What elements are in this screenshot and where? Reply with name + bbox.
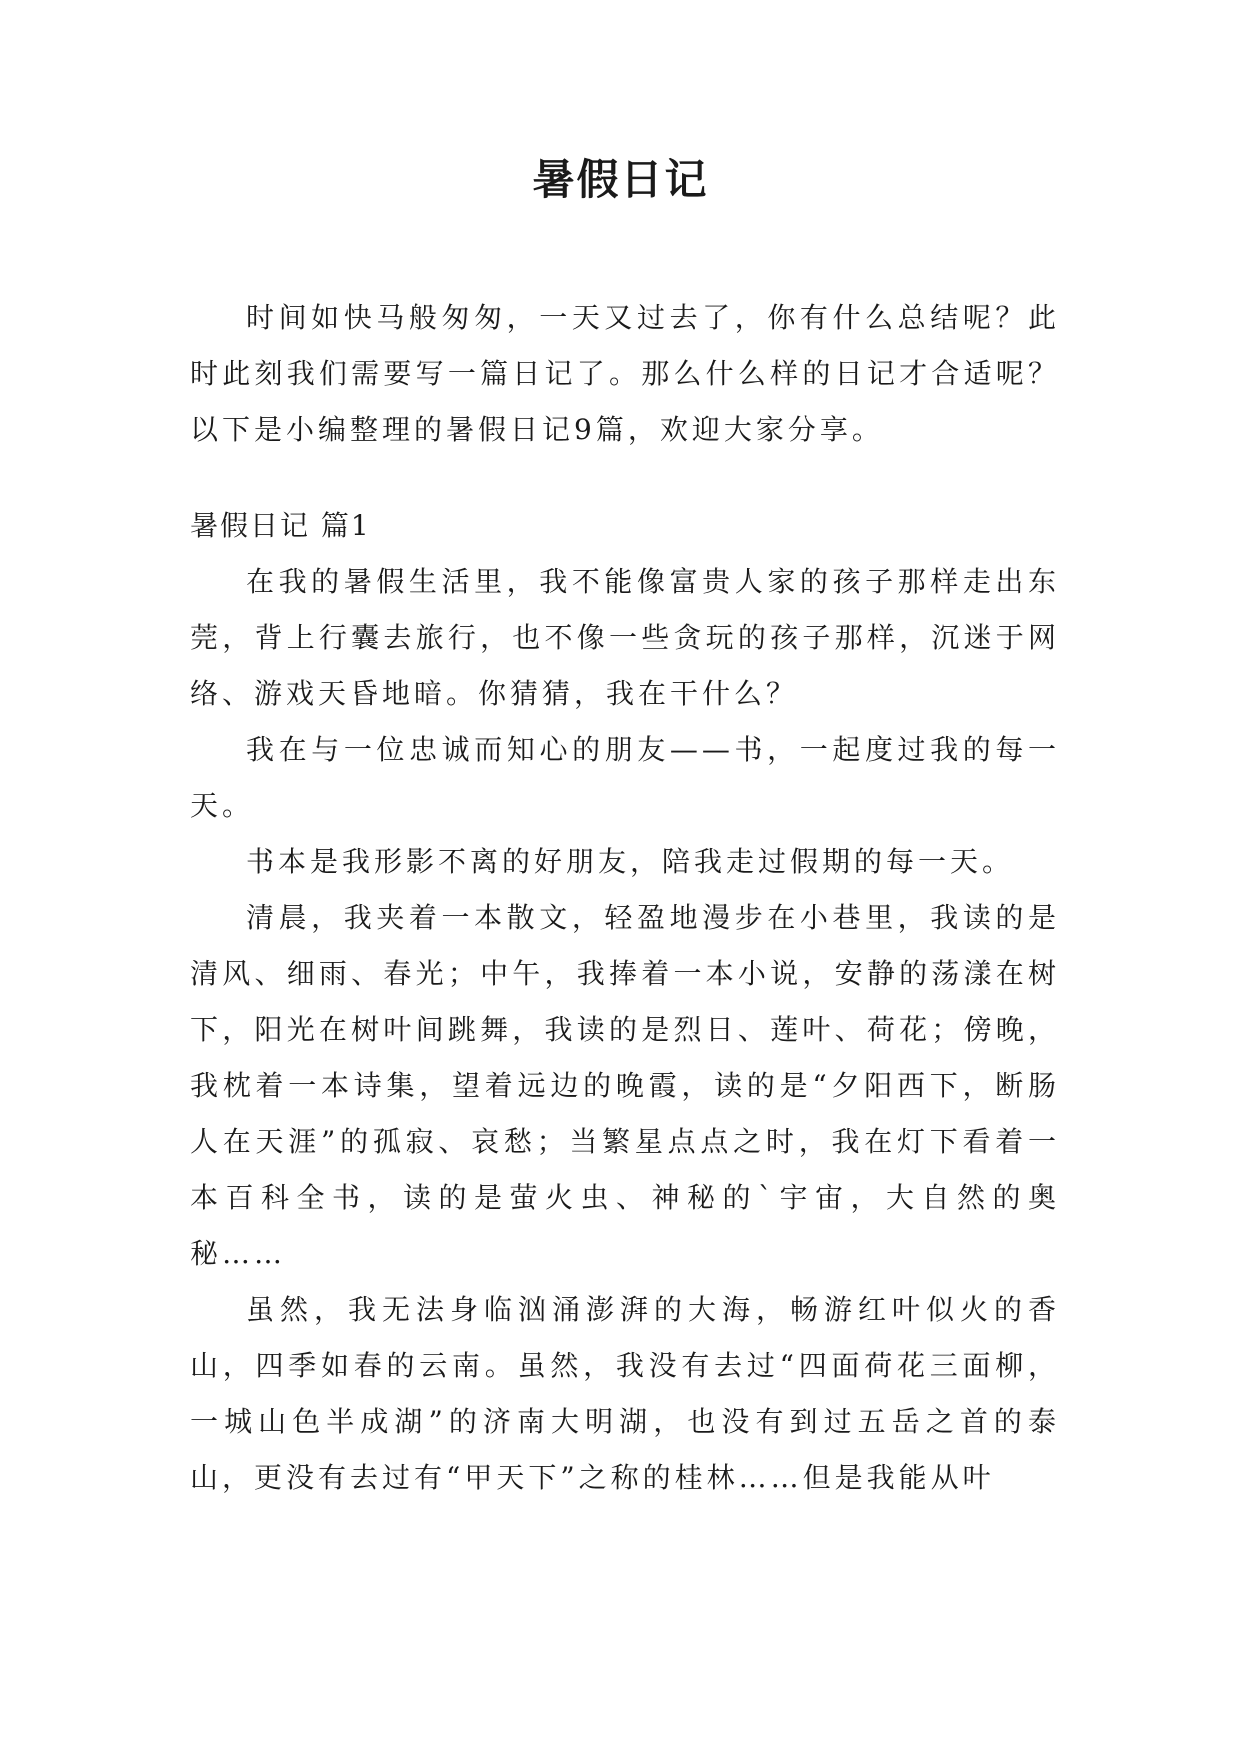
document-body — [190, 290, 1060, 1506]
section-heading: 暑假日记 篇1 — [190, 509, 371, 542]
body-paragraph: 清晨，我夹着一本散文，轻盈地漫步在小巷里，我读的是清风、细雨、春光；中午，我捧着一本小说，安静的荡漾在树下，阳光在树叶间跳舞，我读的是烈日、莲叶、荷花；傍晚，我枕着一本诗集，望着远边的晚霞，读的是“夕阳西下，断肠人在天涯”的孤寂、哀愁；当繁星点点之时，我在灯下看着一本百科全书，读的是萤火虫、神秘的`宇宙，大自然的奥秘…… — [190, 901, 1060, 1270]
document-title: 暑假日记 — [532, 155, 709, 204]
intro-paragraph: 时间如快马般匆匆，一天又过去了，你有什么总结呢？此时此刻我们需要写一篇日记了。那么什么样的日记才合适呢？以下是小编整理的暑假日记9篇，欢迎大家分享。 — [190, 301, 1060, 446]
body-paragraph: 虽然，我无法身临汹涌澎湃的大海，畅游红叶似火的香山，四季如春的云南。虽然，我没有去过“四面荷花三面柳，一城山色半成湖”的济南大明湖，也没有到过五岳之首的泰山，更没有去过有“甲天下”之称的桂林……但是我能从叶 — [190, 1293, 1060, 1494]
body-paragraph: 在我的暑假生活里，我不能像富贵人家的孩子那样走出东莞，背上行囊去旅行，也不像一些贪玩的孩子那样，沉迷于网络、游戏天昏地暗。你猜猜，我在干什么？ — [190, 565, 1060, 710]
body-paragraph: 书本是我形影不离的好朋友，陪我走过假期的每一天。 — [246, 845, 1015, 878]
body-paragraph: 我在与一位忠诚而知心的朋友——书，一起度过我的每一天。 — [190, 733, 1060, 822]
